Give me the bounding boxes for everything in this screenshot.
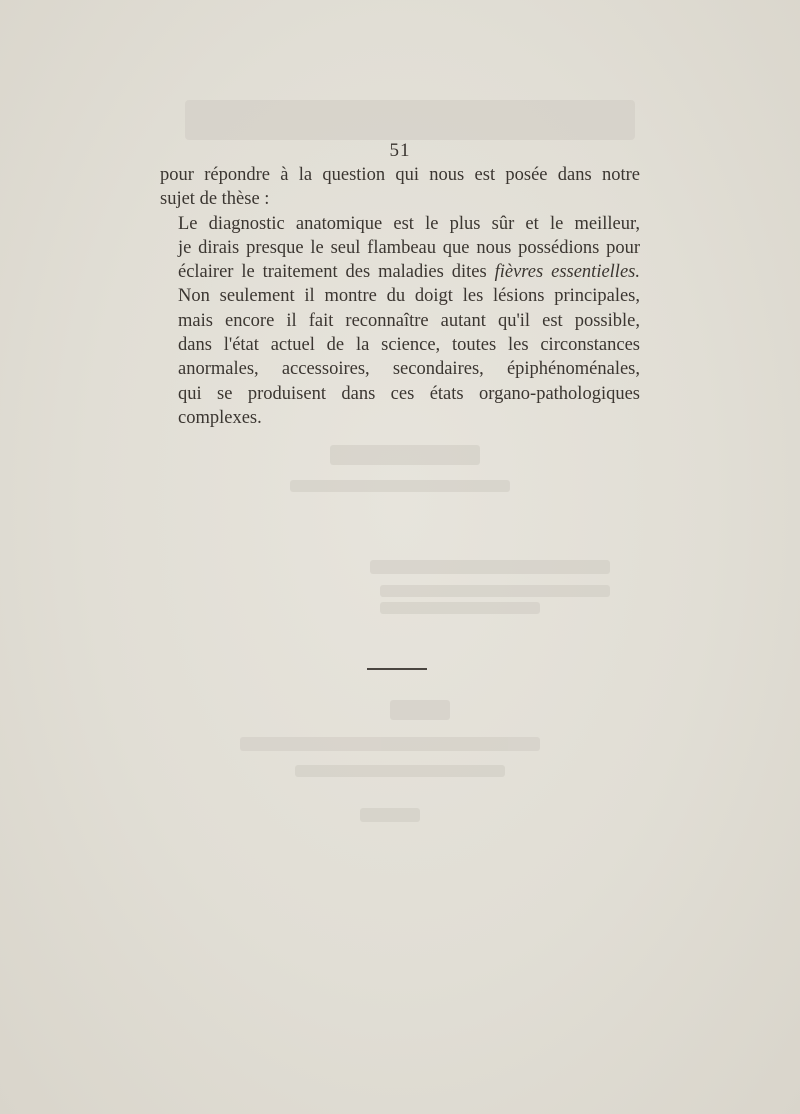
text-line: pour répondre à la question qui nous est posée dans notre bbox=[160, 165, 640, 185]
paragraph-1 bbox=[160, 163, 640, 212]
page-number: 51 bbox=[389, 140, 411, 161]
text-line: je dirais presque le seul flambeau que nous possédions pour bbox=[178, 237, 640, 258]
body-text bbox=[160, 163, 640, 430]
end-rule bbox=[367, 668, 427, 670]
text-line: dans l'état actuel de la science, toutes les circonstances bbox=[178, 335, 640, 356]
text-line: Le diagnostic anatomique est le plus sûr et le meilleur, bbox=[178, 213, 640, 234]
text-line: sujet de thèse : bbox=[160, 189, 270, 210]
text-segment: éclairer le traitement des maladies dites bbox=[178, 262, 495, 283]
text-line-with-italic bbox=[160, 260, 640, 284]
text-line: mais encore il fait reconnaître autant qu'il est possible, bbox=[178, 310, 640, 331]
text-line: complexes. bbox=[178, 407, 262, 428]
text-line: Non seulement il montre du doigt les lésions principales, bbox=[178, 286, 640, 307]
italic-phrase: fièvres essentielles. bbox=[494, 262, 640, 283]
paragraph-2 bbox=[160, 212, 640, 431]
text-line: anormales, accessoires, secondaires, épiphénoménales, bbox=[178, 359, 640, 380]
text-line: qui se produisent dans ces états organo-pathologiques bbox=[178, 383, 640, 404]
